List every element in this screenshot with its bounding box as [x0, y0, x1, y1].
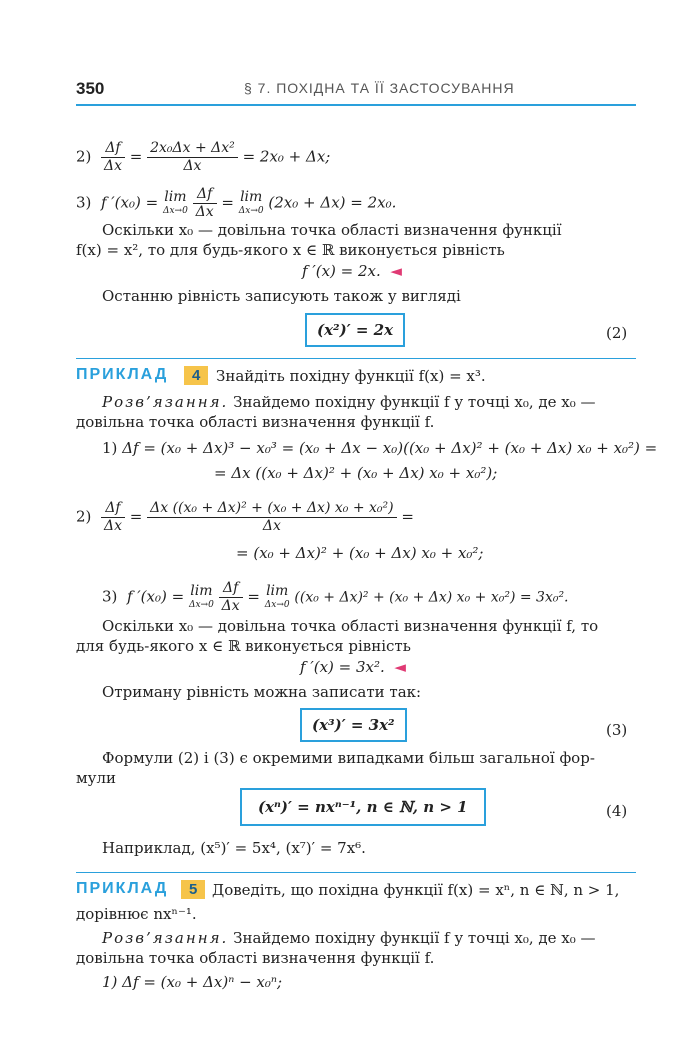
- solution-line: Розв’язання. Знайдемо похідну функції f у точці x₀, де x₀ —: [102, 393, 596, 411]
- end-of-solution-marker: ◄: [394, 658, 406, 676]
- limit: lim Δx→0: [238, 188, 264, 216]
- paragraph: мули: [76, 769, 117, 787]
- page-number: 350: [76, 79, 105, 98]
- fraction: $\frac{\Delta f}{\Delta x}$: [101, 500, 125, 535]
- equation-number: (2): [606, 324, 628, 342]
- example-task: Знайдіть похідну функції f(x) = x³.: [216, 367, 486, 385]
- item2-line: 2) $\frac{\Delta f}{\Delta x}$ = $\frac{\text{2x₀Δx + Δx²}}{\Delta x}$ = 2x₀ + Δx;: [76, 140, 331, 174]
- step1-line: 1) Δf = (x₀ + Δx)ⁿ − x₀ⁿ;: [102, 973, 283, 991]
- paragraph: Останню рівність записують також у вигляді: [102, 287, 461, 305]
- fraction: $\frac{\text{Δx ((x₀ + Δx)² + (x₀ + Δx) x₀ + x₀²)}}{\Delta x}$: [147, 500, 396, 535]
- paragraph: Оскільки x₀ — довільна точка області визначення функції: [102, 221, 562, 239]
- example-number-badge: 4: [184, 366, 208, 385]
- equation-number: (3): [606, 721, 628, 739]
- example-number-badge: 5: [181, 880, 205, 899]
- example-label: ПРИКЛАД: [76, 880, 169, 897]
- boxed-formula: (x²)′ = 2x: [305, 313, 405, 347]
- limit: lim Δx→0: [162, 188, 188, 216]
- paragraph: Отриману рівність можна записати так:: [102, 683, 422, 701]
- limit: lim Δx→0: [188, 582, 214, 610]
- section-rule: [76, 872, 636, 873]
- paragraph: Наприклад, (x⁵)′ = 5x⁴, (x⁷)′ = 7x⁶.: [102, 839, 366, 857]
- fraction: $\frac{\Delta f}{\Delta x}$: [219, 580, 243, 615]
- solution-line: довільна точка області визначення функції f.: [76, 949, 435, 967]
- example-label: ПРИКЛАД: [76, 366, 169, 383]
- solution-line: Розв’язання. Знайдемо похідну функції f у точці x₀, де x₀ —: [102, 929, 596, 947]
- step3-line: 3) f ′(x₀) = lim Δx→0 $\frac{\Delta f}{\Delta x}$ = lim Δx→0 ((x₀ + Δx)² + (x₀ + Δx) x₀ + x₀²) = 3x₀².: [102, 580, 569, 614]
- paragraph: Формули (2) і (3) є окремими випадками більш загальної фор-: [102, 749, 595, 767]
- limit: lim Δx→0: [264, 582, 290, 610]
- step1-line: 1) Δf = (x₀ + Δx)³ − x₀³ = (x₀ + Δx − x₀)((x₀ + Δx)² + (x₀ + Δx) x₀ + x₀²) =: [102, 439, 658, 457]
- end-of-solution-marker: ◄: [390, 262, 402, 280]
- equation-number: (4): [606, 802, 628, 820]
- step2-line: 2) $\frac{\Delta f}{\Delta x}$ = $\frac{\text{Δx ((x₀ + Δx)² + (x₀ + Δx) x₀ + x₀²)}}{\Delta x}$ =: [76, 500, 414, 534]
- boxed-formula: (x³)′ = 3x²: [300, 708, 407, 742]
- header-rule: [76, 104, 636, 106]
- formula: f ′(x) = 3x². ◄: [300, 658, 406, 676]
- item-label: 3): [76, 193, 92, 212]
- boxed-formula: (xⁿ)′ = nxⁿ⁻¹, n ∈ ℕ, n > 1: [240, 788, 486, 826]
- fraction: $\frac{\Delta f}{\Delta x}$: [193, 186, 217, 221]
- paragraph: для будь-якого x ∈ ℝ виконується рівність: [76, 637, 411, 655]
- step2-continuation: = (x₀ + Δx)² + (x₀ + Δx) x₀ + x₀²;: [236, 544, 484, 562]
- solution-line: довільна точка області визначення функції f.: [76, 413, 435, 431]
- example-task: Доведіть, що похідна функції f(x) = xⁿ, n ∈ ℕ, n > 1,: [212, 881, 620, 899]
- paragraph: f(x) = x², то для будь-якого x ∈ ℝ виконується рівність: [76, 241, 505, 259]
- formula: f ′(x) = 2x. ◄: [302, 262, 402, 280]
- item-label: 2): [76, 147, 92, 166]
- item3-line: 3) f ′(x₀) = lim Δx→0 $\frac{\Delta f}{\Delta x}$ = lim Δx→0 (2x₀ + Δx) = 2x₀.: [76, 186, 397, 220]
- fraction: $\frac{\text{2x₀Δx + Δx²}}{\Delta x}$: [147, 140, 238, 175]
- section-rule: [76, 358, 636, 359]
- example-task-continuation: дорівнює nxⁿ⁻¹.: [76, 905, 197, 923]
- chapter-title: § 7. ПОХІДНА ТА ЇЇ ЗАСТОСУВАННЯ: [244, 80, 515, 96]
- paragraph: Оскільки x₀ — довільна точка області визначення функції f, то: [102, 617, 599, 635]
- fraction: $\frac{\Delta f}{\Delta x}$: [101, 140, 125, 175]
- step1-continuation: = Δx ((x₀ + Δx)² + (x₀ + Δx) x₀ + x₀²);: [214, 464, 498, 482]
